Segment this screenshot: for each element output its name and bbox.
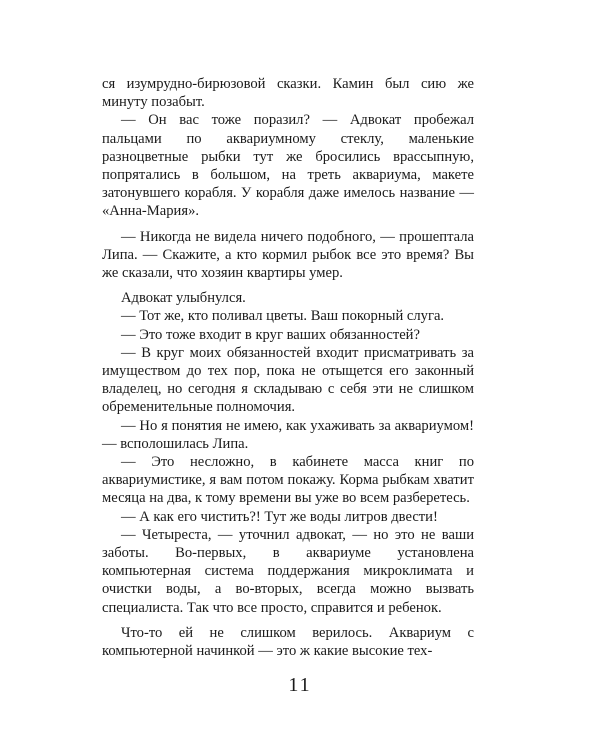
paragraph: — Это несложно, в кабинете масса книг по аквариумистике, я вам потом покажу. Корма рыбкам хватит месяца на два, к тому времени вы уже во всем разберетесь. (102, 454, 474, 507)
paragraph: — Но я понятия не имею, как ухаживать за аквариумом! — всполошилась Липа. (102, 417, 474, 452)
paragraph: ся изумрудно-бирюзовой сказки. Камин был сию же минуту позабыт. (102, 76, 474, 111)
paragraph: Что-то ей не слишком верилось. Аквариум с компьютерной начинкой — это ж какие высокие тех- (102, 624, 474, 660)
paragraph: — Никогда не видела ничего подобного, — прошептала Липа. — Скажите, а кто кормил рыбок все это время? Вы же сказали, что хозяин квартиры умер. (102, 228, 474, 282)
paragraph: — А как его чистить?! Тут же воды литров двести! (121, 508, 438, 525)
paragraph: — Он вас тоже поразил? — Адвокат пробежал пальцами по аквариумному стеклу, маленькие разноцветные рыбки тут же бросились врассыпную, попрятались в большом, на треть аквариума, макете затонувшего корабля. У корабля даже имелось название — «Анна-Мария». (102, 112, 474, 220)
paragraph: — Тот же, кто поливал цветы. Ваш покорный слуга. (121, 308, 445, 325)
page-number: 11 (288, 674, 312, 696)
body-text (102, 75, 474, 660)
paragraph: Адвокат улыбнулся. (121, 290, 246, 307)
paragraph: — В круг моих обязанностей входит присматривать за имуществом до тех пор, пока не отыщется его законный владелец, но сегодня я складываю с себя эти не слишком обременительные полномочия. (102, 344, 474, 416)
paragraph: — Четыреста, — уточнил адвокат, — но это не ваши заботы. Во-первых, в аквариуме установлена компьютерная система поддержания микроклимата и очистки воды, а во-вторых, всегда можно вызвать специалиста. Так что все просто, справится и ребенок. (102, 526, 474, 616)
paragraph: — Это тоже входит в круг ваших обязанностей? (121, 326, 420, 343)
